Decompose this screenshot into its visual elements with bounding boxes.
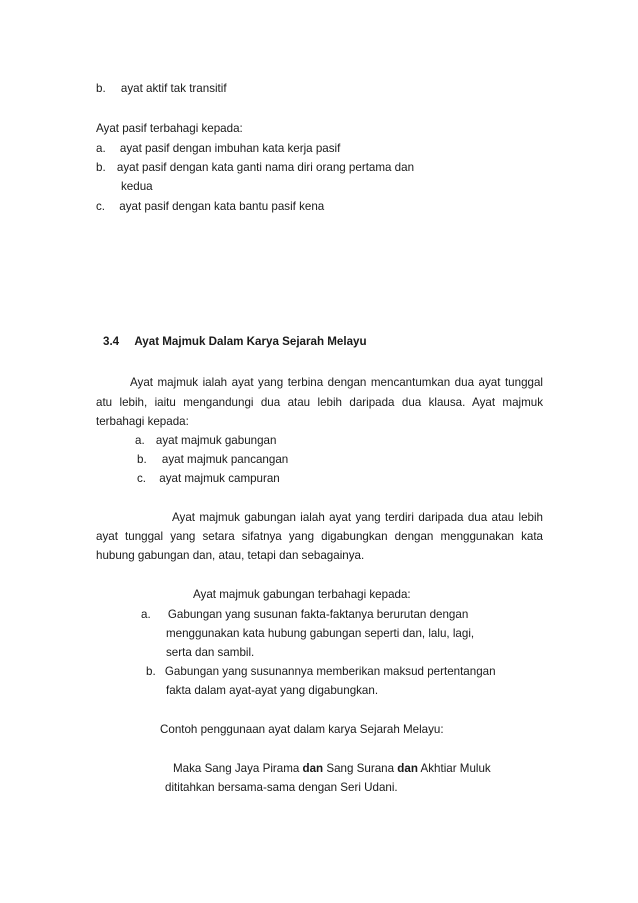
list-item (96, 142, 340, 156)
list-marker: a. (135, 434, 145, 447)
list-text: ayat majmuk gabungan (155, 434, 277, 447)
list-marker: a. (141, 608, 151, 621)
paragraph-line: Ayat majmuk gabungan ialah ayat yang terdiri daripada dua atau lebih (172, 511, 543, 524)
list-marker: b. (137, 453, 147, 466)
list-text: ayat majmuk campuran (159, 472, 280, 485)
list-item (141, 608, 468, 622)
list-text: ayat pasif dengan kata ganti nama diri orang pertama dan (116, 161, 415, 174)
section-heading (103, 335, 367, 349)
example-line: dititahkan bersama-sama dengan Seri Udani. (165, 781, 398, 794)
list-marker: b. (146, 665, 156, 678)
list-marker: c. (96, 200, 106, 213)
list-item (96, 82, 227, 96)
passive-intro: Ayat pasif terbahagi kepada: (96, 122, 243, 135)
section-title: Ayat Majmuk Dalam Karya Sejarah Melayu (134, 335, 367, 348)
list-marker: c. (137, 472, 147, 485)
list-marker: a. (96, 142, 106, 155)
list-text-continued: menggunakan kata hubung gabungan seperti dan, lalu, lagi, (166, 627, 475, 640)
list-item (135, 434, 276, 448)
list-text-continued: serta dan sambil. (166, 646, 255, 659)
list-text-continued: fakta dalam ayat-ayat yang digabungkan. (166, 684, 379, 697)
list-marker: b. (96, 82, 106, 95)
paragraph-line: Ayat majmuk ialah ayat yang terbina dengan mencantumkan dua ayat tunggal (130, 376, 543, 389)
example-bold: dan (397, 762, 418, 775)
example-text: Akhtiar Muluk (417, 762, 491, 775)
list-item (137, 453, 288, 467)
list-text: Gabungan yang susunannya memberikan maksud pertentangan (164, 665, 496, 678)
list-text: ayat aktif tak transitif (120, 82, 227, 95)
paragraph-line: ayat tunggal yang setara sifatnya yang digabungkan dengan menggunakan kata (96, 530, 543, 543)
example-bold: dan (302, 762, 324, 775)
list-item (96, 200, 324, 214)
list-item (96, 161, 414, 175)
list-item (146, 665, 496, 679)
example-text: Maka Sang Jaya Pirama (173, 762, 303, 775)
paragraph-line: hubung gabungan dan, atau, tetapi dan sebagainya. (96, 549, 365, 562)
list-text: ayat majmuk pancangan (161, 453, 289, 466)
example-text: Sang Surana (323, 762, 398, 775)
list-text: ayat pasif dengan imbuhan kata kerja pasif (119, 142, 341, 155)
section-number: 3.4 (103, 335, 120, 348)
example-intro: Contoh penggunaan ayat dalam karya Sejarah Melayu: (160, 723, 444, 736)
example-line (173, 762, 491, 776)
paragraph-line: terbahagi kepada: (96, 415, 189, 428)
list-text-continued: kedua (121, 180, 153, 193)
paragraph-line: atu lebih, iaitu mengandungi dua atau lebih daripada dua klausa. Ayat majmuk (96, 396, 543, 409)
list-text: Gabungan yang susunan fakta-faktanya berurutan dengan (167, 608, 469, 621)
list-item (137, 472, 280, 486)
list-text: ayat pasif dengan kata bantu pasif kena (119, 200, 325, 213)
gabungan-intro: Ayat majmuk gabungan terbahagi kepada: (193, 588, 411, 601)
list-marker: b. (96, 161, 106, 174)
